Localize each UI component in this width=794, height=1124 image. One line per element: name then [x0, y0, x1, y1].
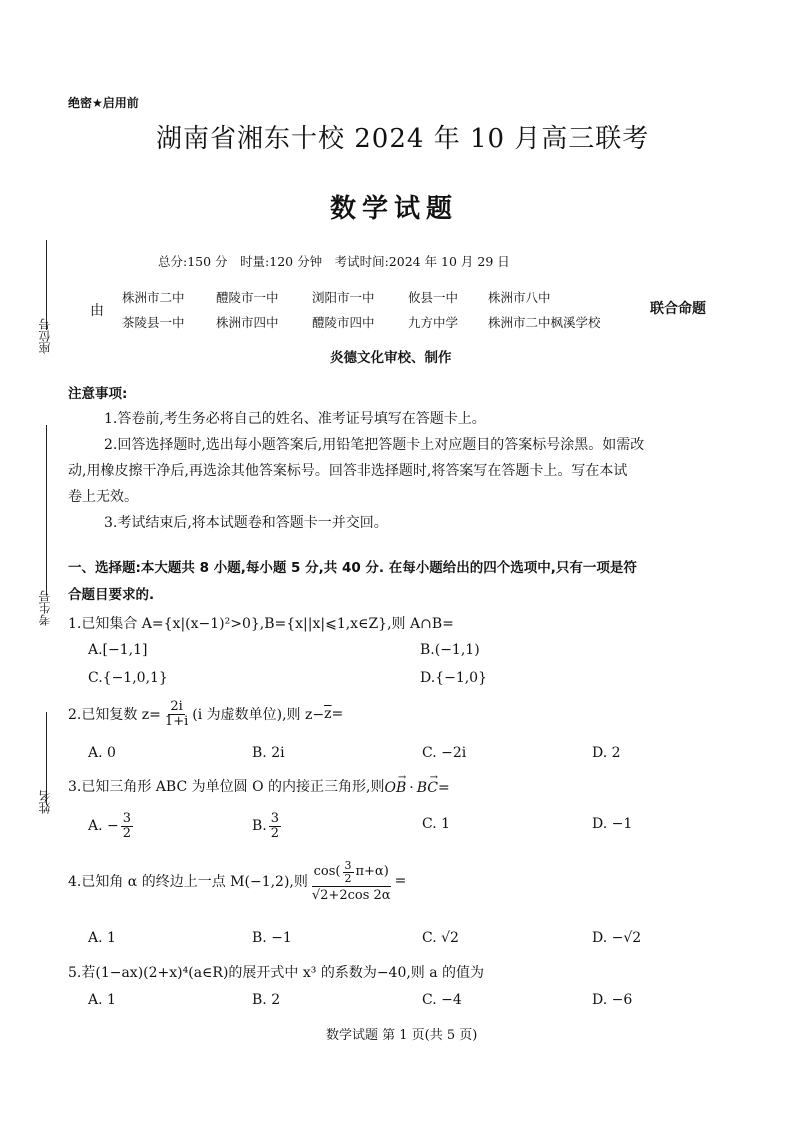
school-9: 九方中学 — [408, 315, 459, 330]
seat-number-label: 座位号 — [38, 318, 52, 354]
school-1: 株洲市二中 — [122, 290, 185, 305]
school-4: 攸县一中 — [408, 290, 459, 305]
q1-option-a: A.[−1,1] — [88, 642, 148, 658]
q5-option-a: A. 1 — [88, 992, 116, 1008]
q2-stem-b: (i 为虚数单位),则 z− — [192, 707, 325, 724]
q3-opt-b-frac — [269, 812, 281, 840]
q1-option-d: D.{−1,0} — [420, 670, 487, 686]
q4-option-a: A. 1 — [88, 930, 116, 946]
school-7: 株洲市四中 — [216, 315, 279, 330]
q3-option-a — [88, 812, 135, 840]
q3-opt-b-pre: B. — [252, 818, 267, 835]
q4-num-rest: π+α) — [355, 864, 389, 880]
q4-option-d: D. −√2 — [592, 930, 642, 946]
q4-denominator: √2+2cos 2α — [311, 888, 391, 904]
q3-vec1-arrow-icon: → — [397, 772, 407, 783]
q4-fraction — [310, 860, 393, 903]
q3-option-d: D. −1 — [592, 816, 633, 832]
q2-zbar: $\overline{z}$ — [324, 706, 332, 723]
q3-stem-a: 3.已知三角形 ABC 为单位圆 O 的内接正三角形,则 — [68, 779, 385, 795]
notice-item-2: 2.回答选择题时,选出每小题答案后,用铅笔把答题卡上对应题目的答案标号涂黑。如需改 — [104, 437, 645, 453]
notice-item-2-end: 卷上无效。 — [68, 489, 138, 505]
school-3: 浏阳市一中 — [312, 290, 375, 305]
question-2-stem — [68, 700, 343, 728]
section1-heading-cont: 合题目要求的. — [68, 587, 155, 603]
q3-vec2-arrow-icon: → — [429, 772, 438, 783]
q2-stem-c: = — [331, 706, 344, 723]
question-5-stem: 5.若(1−ax)(2+x)⁴(a∈R)的展开式中 x³ 的系数为−40,则 a 的值为 — [68, 965, 485, 981]
q3-vector-ob — [384, 772, 407, 796]
q2-stem-a: 2.已知复数 z= — [68, 707, 161, 724]
q3-stem-b: = — [437, 780, 450, 796]
question-3-stem — [68, 772, 450, 796]
side-line-1 — [46, 240, 47, 330]
candidate-number-label: 考生号 — [38, 590, 52, 626]
q4-inner-num: 3 — [344, 859, 352, 872]
q3-option-b — [252, 812, 283, 840]
q3-dot: · — [409, 780, 414, 796]
secret-mark: 绝密★启用前 — [68, 96, 139, 110]
q2-frac-num: 2i — [170, 699, 183, 714]
by-label: 由 — [90, 303, 104, 319]
q2-option-d: D. 2 — [592, 745, 621, 761]
question-4-stem — [68, 860, 406, 903]
subject-title: 数学试题 — [330, 194, 459, 224]
exam-title: 湖南省湘东十校 2024 年 10 月高三联考 — [156, 124, 650, 154]
q4-stem-b: = — [394, 873, 407, 890]
question-1-stem: 1.已知集合 A={x|(x−1)²>0},B={x||x|⩽1,x∈Z},则 A∩B= — [68, 616, 454, 632]
q1-option-b: B.(−1,1) — [420, 642, 480, 658]
q3-vector-bc — [416, 772, 438, 796]
q5-option-c: C. −4 — [422, 992, 462, 1008]
school-10: 株洲市二中枫溪学校 — [488, 315, 601, 330]
q3-opt-b-num: 3 — [270, 811, 280, 826]
q2-option-b: B. 2i — [252, 745, 285, 761]
school-5: 株洲市八中 — [488, 290, 551, 305]
notice-item-2-cont: 动,用橡皮擦干净后,再选涂其他答案标号。回答非选择题时,将答案写在答题卡上。写在本试 — [68, 463, 628, 479]
q4-numerator — [312, 860, 391, 887]
q4-inner-frac — [343, 860, 354, 884]
q2-option-a: A. 0 — [88, 745, 116, 761]
q3-opt-a-num: 3 — [122, 811, 132, 826]
school-8: 醴陵市四中 — [312, 315, 375, 330]
q2-option-c: C. −2i — [422, 745, 467, 761]
q3-vec2-text: BC — [416, 780, 438, 796]
side-line-2 — [46, 425, 47, 595]
q3-opt-a-den: 2 — [122, 825, 132, 841]
q3-opt-b-den: 2 — [270, 825, 280, 841]
notice-title: 注意事项: — [68, 386, 128, 402]
q4-stem-a: 4.已知角 α 的终边上一点 M(−1,2),则 — [68, 874, 308, 891]
page-footer: 数学试题 第 1 页(共 5 页) — [326, 1028, 478, 1043]
school-6: 茶陵县一中 — [122, 315, 185, 330]
school-2: 醴陵市一中 — [216, 290, 279, 305]
q2-fraction — [163, 700, 190, 728]
q1-option-c: C.{−1,0,1} — [88, 670, 168, 686]
section1-heading: 一、选择题:本大题共 8 小题,每小题 5 分,共 40 分. 在每小题给出的四个选项中,只有一项是符 — [68, 560, 637, 576]
q3-option-c: C. 1 — [422, 816, 451, 832]
q4-num-cos: cos( — [313, 864, 341, 880]
name-label: 姓名 — [38, 790, 52, 814]
q4-option-c: C. √2 — [422, 930, 459, 946]
q5-option-b: B. 2 — [252, 992, 281, 1008]
q5-option-d: D. −6 — [592, 992, 633, 1008]
q3-opt-a-frac — [121, 812, 133, 840]
q4-inner-den: 2 — [344, 871, 352, 885]
notice-item-1: 1.答卷前,考生务必将自己的姓名、准考证号填写在答题卡上。 — [104, 411, 486, 427]
q3-opt-a-pre: A. − — [88, 818, 119, 835]
exam-meta: 总分:150 分 时量:120 分钟 考试时间:2024 年 10 月 29 日 — [158, 254, 510, 269]
joint-proposition: 联合命题 — [650, 301, 706, 317]
q3-vec1-text: OB — [384, 780, 407, 796]
maker-line: 炎德文化审校、制作 — [330, 350, 452, 366]
q4-option-b: B. −1 — [252, 930, 292, 946]
q2-frac-den: 1+i — [164, 713, 189, 729]
notice-item-3: 3.考试结束后,将本试题卷和答题卡一并交回。 — [104, 515, 388, 531]
